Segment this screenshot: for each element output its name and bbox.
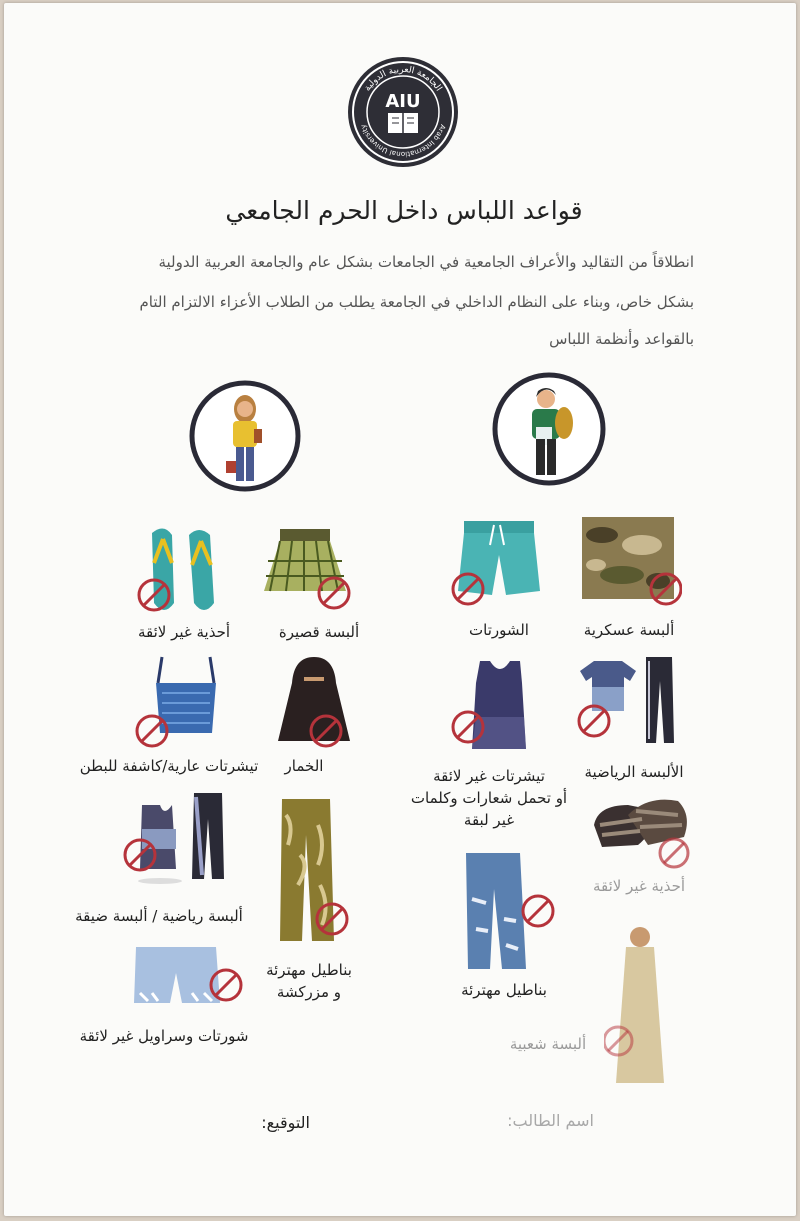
label-short-skirt: ألبسة قصيرة <box>278 623 360 641</box>
university-logo <box>346 55 460 169</box>
short-skirt-icon <box>256 521 356 617</box>
flip-flops-icon <box>134 523 234 619</box>
label-men-shorts: الشورتات <box>469 621 529 639</box>
label-military: ألبسة عسكرية <box>583 621 675 639</box>
logo-arabic-name: الجامعة العربية الدولية <box>362 64 444 94</box>
label-torn-pants-line-1: بناطيل مهترئة <box>266 961 352 979</box>
label-sportswear: الألبسة الرياضية <box>584 763 684 781</box>
student-name-label: اسم الطالب: <box>507 1111 594 1130</box>
label-men-shoes: أحذية غير لائقة <box>592 877 686 895</box>
sportswear-icon <box>574 651 674 747</box>
document-sheet <box>4 3 796 1216</box>
male-student-icon <box>490 369 604 483</box>
label-crop-top: تيشرتات عارية/كاشفة للبطن <box>79 757 259 775</box>
label-tank-top-line-1: تيشرتات غير لائقة <box>433 767 545 785</box>
label-tank-top <box>404 765 574 831</box>
label-women-shoes: أحذية غير لائقة <box>137 623 231 641</box>
camouflage-icon <box>582 515 682 611</box>
sandals-icon <box>588 785 688 881</box>
intro-line-2: بشكل خاص، وبناء على النظام الداخلي في الجامعة يطلب من الطلاب الأعزاء الالتزام التام <box>139 293 694 311</box>
female-student-icon <box>188 379 302 493</box>
shorts-icon <box>444 515 544 611</box>
label-torn-pants <box>254 959 364 1003</box>
page-title: قواعد اللباس داخل الحرم الجامعي <box>225 196 583 225</box>
label-torn-jeans: بناطيل مهترئة <box>461 981 547 999</box>
label-tank-top-line-2: أو تحمل شعارات وكلمات <box>410 789 568 807</box>
niqab-icon <box>264 653 364 749</box>
tank-top-icon <box>448 657 548 753</box>
tight-sportswear-icon <box>120 789 220 885</box>
torn-jeans-icon <box>460 849 560 975</box>
intro-line-3: بالقواعد وأنظمة اللباس <box>549 330 694 348</box>
label-torn-pants-line-2: و مزركشة <box>276 983 342 1001</box>
label-niqab: الخمار <box>284 757 324 775</box>
label-tank-top-line-3: غير لبقة <box>463 811 515 829</box>
logo-abbr: AIU <box>385 91 421 112</box>
label-sport-tight: ألبسة رياضية / ألبسة ضيقة <box>75 907 243 925</box>
traditional-robe-icon <box>604 923 674 1093</box>
crop-top-icon <box>132 653 232 749</box>
signature-label: التوقيع: <box>261 1113 310 1132</box>
embroidered-pants-icon <box>270 795 360 945</box>
logo-english-name: Arab International University <box>359 123 447 159</box>
label-folk-clothing: ألبسة شعبية <box>509 1035 587 1053</box>
label-women-shorts: شورتات وسراويل غير لائقة <box>79 1027 249 1045</box>
intro-line-1: انطلاقاً من التقاليد والأعراف الجامعية في الجامعات بشكل عام والجامعة العربية الدولية <box>158 253 694 271</box>
